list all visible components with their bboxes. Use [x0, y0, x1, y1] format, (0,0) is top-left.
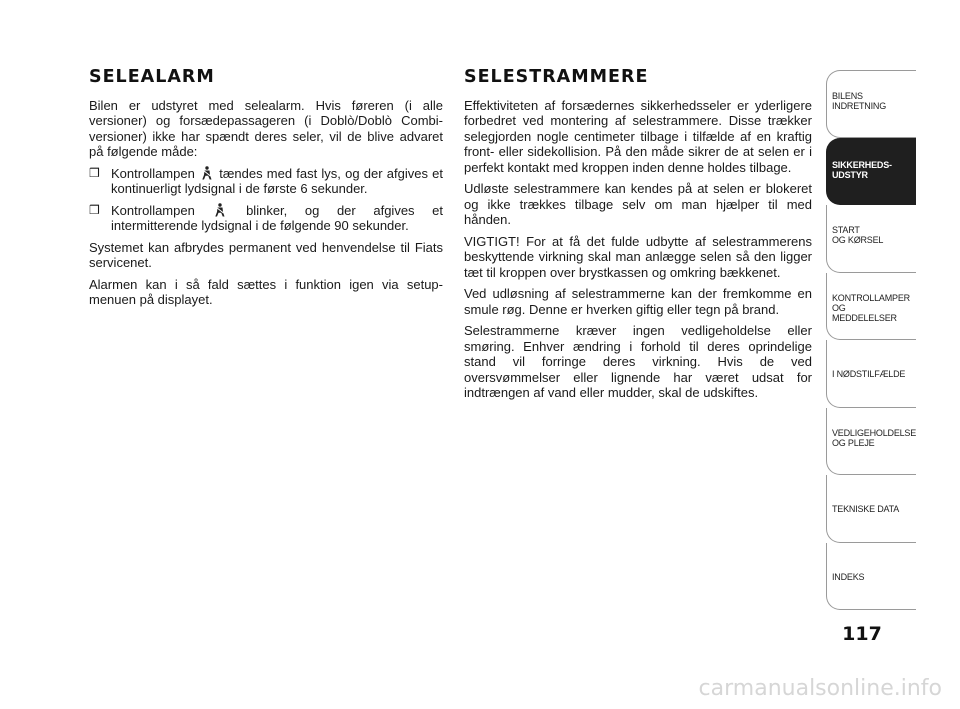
tab-i-nodstilfaelde[interactable]: I NØDSTILFÆLDE [826, 340, 916, 408]
paragraph: Udløste selestrammere kan kendes på at selen er blokeret og ikke trækkes tilbage selv om man hjælper til med hånden. [464, 181, 812, 227]
tab-kontrollamper[interactable]: KONTROLLAMPER OG MEDDELELSER [826, 273, 916, 341]
bullet-text-pre: Kontrollampen [111, 202, 195, 218]
chapter-tabs [826, 70, 916, 610]
watermark: carmanualsonline.info [698, 676, 942, 701]
bullet-text-pre: Kontrollampen [111, 165, 195, 181]
paragraph: Effektiviteten af forsædernes sikkerhedsseler er yderligere forbedret ved montering af selestrammere. Disse trækker selegjorden nogle centimeter tilbage i tilfælde af en kraftig front- eller sidekollision. På den måde sikrer de at selen er i perfekt kontakt med kroppen inden denne holdes tilbage. [464, 97, 812, 175]
tab-indeks[interactable]: INDEKS [826, 543, 916, 611]
checkbox-bullet-icon: ❒ [89, 165, 100, 180]
tab-start-og-korsel[interactable]: START OG KØRSEL [826, 205, 916, 273]
paragraph: Alarmen kan i så fald sættes i funktion igen via setup-menuen på displayet. [89, 276, 443, 307]
paragraph: Selestrammerne kræver ingen vedligeholdelse eller smøring. Enhver ændring i forhold til deres oprindelige stand vil forringe deres virkning. Hvis de ved oversvømmelser eller lignende har været udsat for indtrængen af vand eller mudder, skal de udskiftes. [464, 323, 812, 400]
seatbelt-warning-icon [201, 166, 213, 180]
paragraph: VIGTIGT! For at få det fulde udbytte af selestrammerens beskyttende virkning skal man anlægge selen så den ligger tæt til kroppen over brystkassen og omkring bækkenet. [464, 233, 812, 280]
right-column [464, 67, 812, 407]
paragraph: Systemet kan afbrydes permanent ved henvendelse til Fiats servicenet. [89, 239, 443, 270]
checkbox-bullet-icon: ❒ [89, 202, 100, 217]
list-item [89, 166, 443, 197]
paragraph: Ved udløsning af selestrammerne kan der fremkomme en smule røg. Denne er hverken giftig eller tegn på brand. [464, 286, 812, 317]
bullet-text-post: blinker, og der afgives et intermitterende lydsignal i de følgende 90 sekunder. [111, 202, 443, 233]
heading-selealarm: SELEALARM [89, 67, 215, 87]
page-number: 117 [842, 623, 882, 645]
intro-paragraph: Bilen er udstyret med selealarm. Hvis føreren (i alle versioner) og forsædepassageren (i Doblò/Doblò Combi-versioner) ikke har spændt deres seler, vil de blive advaret på følgende måde: [89, 97, 443, 159]
bullet-text-post: tændes med fast lys, og der afgives et kontinuerligt lydsignal i de første 6 sekunder. [111, 165, 443, 196]
tab-tekniske-data[interactable]: TEKNISKE DATA [826, 475, 916, 543]
seatbelt-warning-icon [214, 203, 226, 217]
tab-sikkerhedsudstyr[interactable]: SIKKERHEDS- UDSTYR [826, 138, 916, 206]
tab-bilens-indretning[interactable]: BILENS INDRETNING [826, 70, 916, 138]
tab-vedligeholdelse[interactable]: VEDLIGEHOLDELSE OG PLEJE [826, 408, 916, 476]
left-column [89, 67, 443, 314]
list-item [89, 203, 443, 234]
heading-selestrammere: SELESTRAMMERE [464, 67, 649, 87]
